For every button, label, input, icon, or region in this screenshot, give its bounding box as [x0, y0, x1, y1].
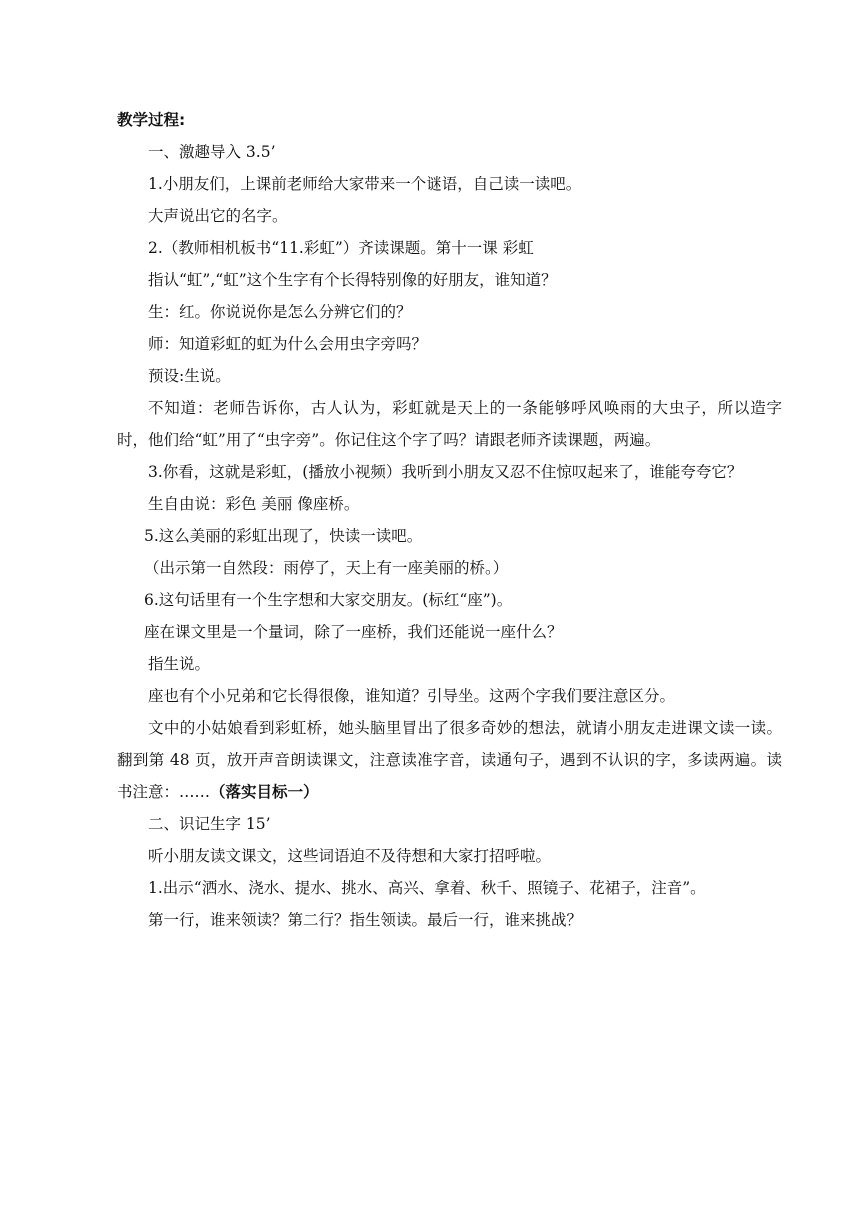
paragraph: 预设:生说。: [148, 367, 231, 385]
target-note: （落实目标一）: [210, 783, 319, 801]
paragraph: 指认“虹”,“虹”这个生字有个长得特别像的好朋友，谁知道？: [148, 271, 557, 289]
paragraph: 座在课文里是一个量词，除了一座桥，我们还能说一座什么？: [144, 623, 563, 641]
paragraph: 1.小朋友们，上课前老师给大家带来一个谜语，自己读一读吧。: [148, 175, 582, 193]
paragraph: 座也有个小兄弟和它长得很像，谁知道？引导坐。这两个字我们要注意区分。: [148, 687, 676, 705]
paragraph-text: 文中的小姑娘看到彩虹桥，她头脑里冒出了很多奇妙的想法，就请小朋友走进课文读一读。翻到第 48 页，放开声音朗读课文，注意读准字音，读通句子，遇到不认识的字，多读两遍。读书注意：……: [117, 719, 782, 801]
document-body: [117, 104, 782, 936]
paragraph: 不知道：老师告诉你，古人认为，彩虹就是天上的一条能够呼风唤雨的大虫子，所以造字时，他们给“虹”用了“虫字旁”。你记住这个字了吗？请跟老师齐读课题，两遍。: [117, 399, 782, 449]
paragraph: 1.出示“洒水、浇水、提水、挑水、高兴、拿着、秋千、照镜子、花裙子，注音”。: [148, 879, 706, 897]
paragraph: [117, 712, 782, 808]
paragraph: 指生说。: [148, 655, 211, 673]
paragraph: 师：知道彩虹的虹为什么会用虫字旁吗？: [148, 335, 428, 353]
paragraph: 大声说出它的名字。: [148, 207, 288, 225]
section-heading: 教学过程:: [117, 111, 186, 129]
paragraph: 6.这句话里有一个生字想和大家交朋友。(标红“座”)。: [144, 591, 513, 609]
paragraph: 第一行，谁来领读？第二行？指生领读。最后一行，谁来挑战？: [148, 911, 583, 929]
paragraph: 生：红。你说说你是怎么分辨它们的？: [148, 303, 412, 321]
paragraph: 3.你看，这就是彩虹，(播放小视频）我听到小朋友又忍不住惊叹起来了，谁能夸夸它？: [148, 463, 743, 481]
section-heading-2: 二、识记生字 15’: [148, 815, 271, 833]
paragraph: 生自由说：彩色 美丽 像座桥。: [148, 495, 360, 513]
paragraph: 5.这么美丽的彩虹出现了，快读一读吧。: [144, 527, 423, 545]
paragraph: 一、激趣导入 3.5’: [148, 143, 276, 161]
paragraph: 听小朋友读文课文，这些词语迫不及待想和大家打招呼啦。: [148, 847, 552, 865]
paragraph: 2.（教师相机板书“11.彩虹”）齐读课题。第十一课 彩虹: [148, 239, 534, 257]
paragraph: （出示第一自然段：雨停了，天上有一座美丽的桥。）: [144, 559, 509, 577]
